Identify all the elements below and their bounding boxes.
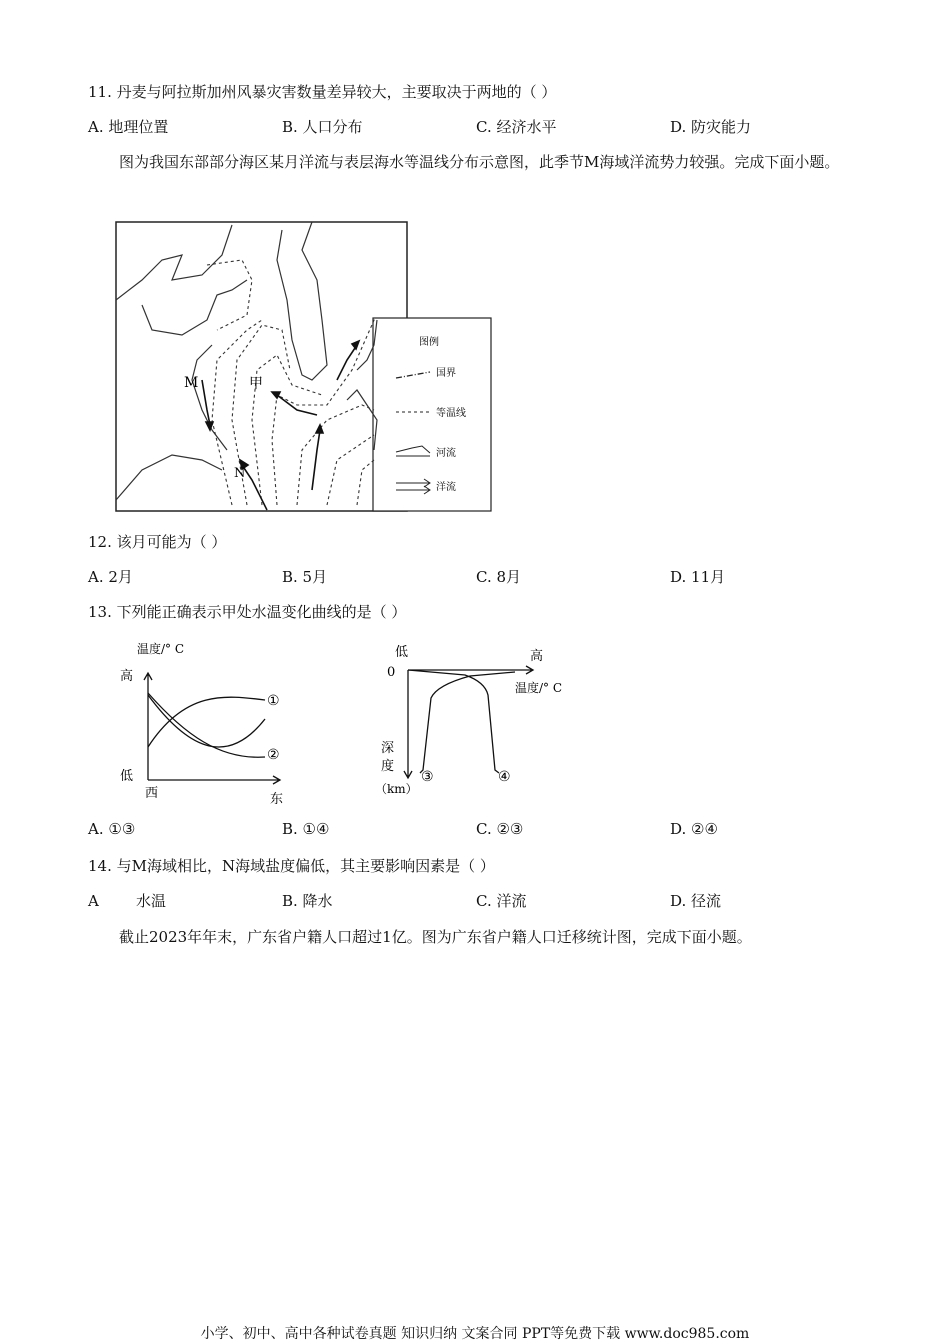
map-label-m: M (184, 375, 199, 391)
q11-option-b: B. 人口分布 (282, 118, 363, 136)
question-12-stem: 12. 该月可能为（ ） (88, 533, 227, 551)
q11-option-c: C. 经济水平 (476, 118, 557, 136)
q12-option-a: A. 2月 (88, 568, 133, 586)
map-label-jia: 甲 (249, 376, 263, 392)
graph1-high: 高 (120, 669, 134, 684)
q14-option-d: D. 径流 (670, 892, 722, 910)
legend-title: 图例 (419, 337, 439, 348)
q12-option-d: D. 11月 (670, 568, 726, 586)
q12-option-b: B. 5月 (282, 568, 328, 586)
intro-paragraph-2: 截止2023年年末，广东省户籍人口超过1亿。图为广东省户籍人口迁移统计图，完成下面小题。 (119, 928, 752, 946)
q14-option-a-text: 水温 (136, 892, 167, 910)
q13-option-d: D. ②④ (670, 820, 718, 838)
graph1-y-label: 温度/° C (137, 642, 185, 656)
q11-option-a: A. 地理位置 (88, 118, 169, 136)
legend-current: 洋流 (436, 482, 456, 493)
graph2-low: 低 (395, 645, 409, 660)
footer-link[interactable]: 小学、初中、高中各种试卷真题 知识归纳 文案合同 PPT等免费下载 www.doc985.com (200, 1326, 750, 1342)
legend-border: 国界 (436, 368, 456, 379)
legend-isotherm: 等温线 (436, 408, 466, 419)
q14-option-b: B. 降水 (282, 892, 333, 910)
graph2-y-label-1: 深 (381, 741, 395, 756)
graph2-y-label-2: 度 (381, 759, 395, 774)
question-11-stem: 11. 丹麦与阿拉斯加州风暴灾害数量差异较大，主要取决于两地的（ ） (88, 83, 557, 101)
q11-option-d: D. 防灾能力 (670, 118, 752, 136)
graph2-x-label: 温度/° C (515, 681, 563, 695)
legend-river: 河流 (436, 448, 456, 459)
curve-3-label: ③ (421, 769, 434, 785)
curve-1-label: ① (267, 693, 280, 709)
q13-option-c: C. ②③ (476, 820, 524, 838)
graph2-high: 高 (530, 649, 544, 664)
q13-option-a: A. ①③ (88, 820, 136, 838)
q14-option-a-letter: A (88, 892, 99, 910)
curve-2-label: ② (267, 747, 280, 763)
ocean-current-map (112, 220, 494, 516)
graph1-low: 低 (120, 769, 134, 784)
graph1-east: 东 (270, 792, 284, 805)
question-14-stem: 14. 与M海域相比，N海域盐度偏低，其主要影响因素是（ ） (88, 857, 495, 875)
q13-option-b: B. ①④ (282, 820, 330, 838)
graph2-unit: （km） (375, 782, 418, 796)
q14-option-c: C. 洋流 (476, 892, 527, 910)
graph-depth-temperature (375, 640, 585, 805)
intro-paragraph-1: 图为我国东部部分海区某月洋流与表层海水等温线分布示意图，此季节M海域洋流势力较强。完成下面小题。 (119, 153, 840, 171)
graph2-zero: 0 (387, 665, 396, 680)
graph1-west: 西 (145, 786, 159, 801)
graph1-curves (115, 635, 295, 805)
map-label-n: N (234, 466, 246, 481)
question-13-stem: 13. 下列能正确表示甲处水温变化曲线的是（ ） (88, 603, 407, 621)
q12-option-c: C. 8月 (476, 568, 522, 586)
curve-4-label: ④ (498, 769, 511, 785)
